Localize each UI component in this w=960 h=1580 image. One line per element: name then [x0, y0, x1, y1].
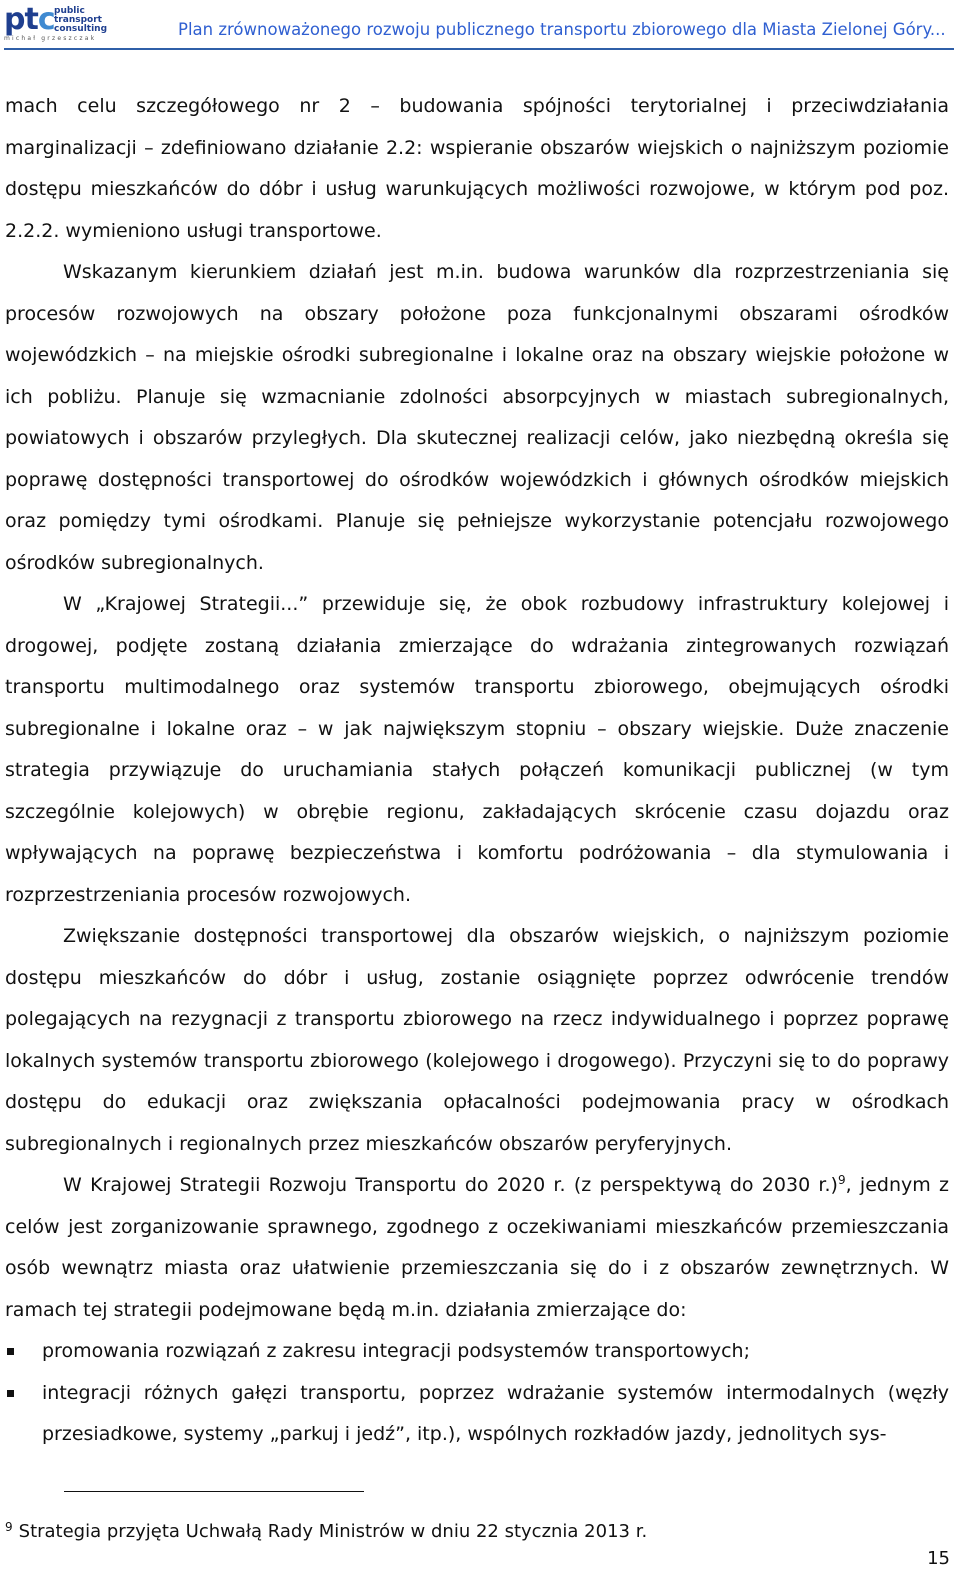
page-header	[0, 0, 960, 62]
paragraph-1: mach celu szczegółowego nr 2 – budowania spójności terytorialnej i przeciwdziałania marginalizacji – zdefiniowano działanie 2.2: wspieranie obszarów wiejskich o najniższym poziomie dostępu mieszkańców do dóbr i usług warunkujących możliwości rozwojowe, w którym pod poz. 2.2.2. wymieniono usługi transportowe.	[5, 95, 949, 242]
logo-accent-letter: c	[37, 2, 55, 37]
paragraph-5	[5, 1165, 949, 1331]
paragraph-5-text-a: W Krajowej Strategii Rozwoju Transportu do 2020 r. (z perspektywą do 2030 r.)	[63, 1174, 838, 1196]
list-item-text: promowania rozwiązań z zakresu integracji podsystemów transportowych;	[42, 1340, 750, 1362]
list-item	[5, 1331, 949, 1373]
paragraph-3: W „Krajowej Strategii...” przewiduje się, że obok rozbudowy infrastruktury kolejowej i drogowej, podjęte zostaną działania zmierzające do wdrażania zintegrowanych rozwiązań transportu multimodalnego oraz systemów transportu zbiorowego, obejmujących ośrodki subregionalne i lokalne oraz – w jak największym stopniu – obszary wiejskie. Duże znaczenie strategia przywiązuje do uruchamiania stałych połączeń komunikacji publicznej (w tym szczególnie kolejowych) w obrębie regionu, zakładających skrócenie czasu dojazdu oraz wpływających na poprawę bezpieczeństwa i komfortu podróżowania – dla stymulowania i rozprzestrzeniania procesów rozwojowych.	[5, 593, 949, 906]
square-bullet-icon	[7, 1390, 14, 1397]
list-item-text: integracji różnych gałęzi transportu, poprzez wdrażanie systemów intermodalnych (węzły przesiadkowe, systemy „parkuj i jedź”, itp.), wspólnych rozkładów jazdy, jednolitych sys-	[42, 1381, 949, 1445]
logo-main-text: ptc	[4, 2, 55, 37]
header-divider	[4, 48, 954, 50]
footnote-divider	[64, 1491, 364, 1492]
logo-line-3: consulting	[54, 24, 108, 34]
ptc-logo	[4, 2, 108, 43]
logo-mark	[4, 2, 55, 37]
paragraph-4: Zwiększanie dostępności transportowej dla obszarów wiejskich, o najniższym poziomie dostępu mieszkańców do dóbr i usług, zostanie osiągnięte poprzez odwrócenie trendów polegających na rezygnacji z transportu zbiorowego na rzecz indywidualnego i poprzez poprawę lokalnych systemów transportu zbiorowego (kolejowego i drogowego). Przyczyni się to do poprawy dostępu do edukacji oraz zwiększania opłacalności podejmowania pracy w ośrodkach subregionalnych i regionalnych przez mieszkańców obszarów peryferyjnych.	[5, 925, 949, 1155]
footnote-number: 9	[5, 1520, 13, 1534]
square-bullet-icon	[7, 1348, 14, 1355]
document-body	[5, 86, 949, 1456]
footnote	[5, 1520, 647, 1544]
action-list	[5, 1331, 949, 1456]
footnote-text: Strategia przyjęta Uchwałą Rady Ministrów w dniu 22 stycznia 2013 r.	[18, 1521, 648, 1542]
footnote-reference: 9	[837, 1173, 846, 1187]
paragraph-2: Wskazanym kierunkiem działań jest m.in. budowa warunków dla rozprzestrzeniania się procesów rozwojowych na obszary położone poza funkcjonalnymi obszarami ośrodków wojewódzkich – na miejskie ośrodki subregionalne i lokalne oraz na obszary wiejskie położone w ich pobliżu. Planuje się wzmacnianie zdolności absorpcyjnych w miastach subregionalnych, powiatowych i obszarów przyległych. Dla skutecznej realizacji celów, jako niezbędną określa się poprawę dostępności transportowej do ośrodków wojewódzkich i głównych ośrodków miejskich oraz pomiędzy tymi ośrodkami. Planuje się pełniejsze wykorzystanie potencjału rozwojowego ośrodków subregionalnych.	[5, 261, 949, 574]
document-title: Plan zrównoważonego rozwoju publicznego transportu zbiorowego dla Miasta Zielonej Góry...	[178, 20, 946, 39]
paragraph-5-text-b: , jednym z celów jest zorganizowanie sprawnego, zgodnego z oczekiwaniami mieszkańców przemieszczania osób wewnątrz miasta oraz ułatwienie przemieszczania się do i z obszarów zewnętrznych. W ramach tej strategii podejmowane będą m.in. działania zmierzające do:	[5, 1174, 949, 1321]
list-item	[5, 1373, 949, 1456]
page-number: 15	[927, 1548, 950, 1569]
logo-line-2: transport	[54, 15, 102, 25]
logo-line-1: public	[54, 6, 85, 16]
logo-wordmark	[54, 7, 107, 34]
logo-subtitle: michał grzeszczak	[4, 35, 97, 42]
